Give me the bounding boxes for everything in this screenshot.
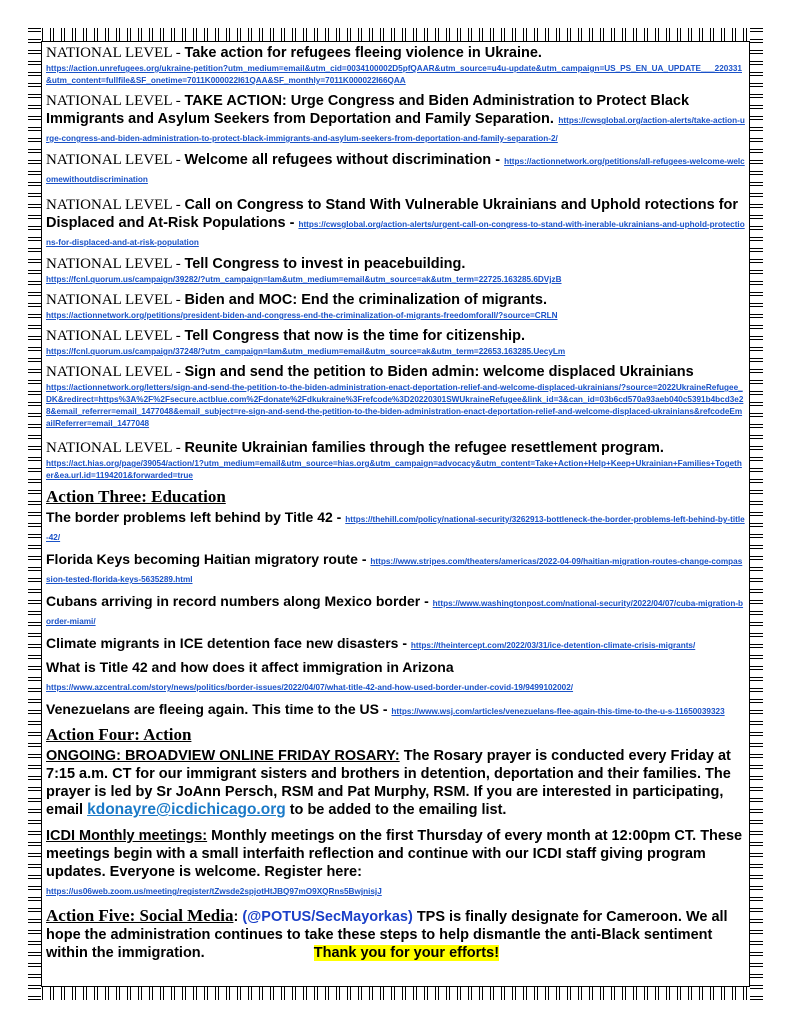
level-sep: - bbox=[171, 197, 185, 213]
education-item bbox=[46, 635, 746, 653]
action-title: Call on Congress to Stand With Vulnerable Ukrainians and Uphold rotections for Displaced and At-Risk Populations - bbox=[46, 197, 739, 231]
article-link[interactable]: https://www.wsj.com/articles/venezuelans-flee-again-this-time-to-the-u-s-11650039323 bbox=[391, 707, 725, 716]
action-title: Tell Congress that now is the time for citizenship. bbox=[184, 328, 525, 344]
level-sep: - bbox=[171, 364, 185, 380]
national-action-item bbox=[46, 44, 746, 86]
education-item bbox=[46, 551, 746, 587]
action-link[interactable]: https://actionnetwork.org/petitions/all-refugees-welcome-welcomewithoutdiscrimination bbox=[46, 157, 745, 184]
action-title: Take action for refugees fleeing violence in Ukraine. bbox=[184, 45, 542, 61]
rosary-tail: to be added to the emailing list. bbox=[285, 802, 507, 818]
action-link[interactable]: https://cwsglobal.org/action-alerts/urgent-call-on-congress-to-stand-with-inerable-ukrainians-and-uphold-protections-for-displaced-and-at-risk-population bbox=[46, 220, 745, 247]
page-border-bottom bbox=[28, 987, 763, 1000]
article-title: Venezuelans are fleeing again. This time to the US - bbox=[46, 701, 392, 717]
level-label: NATIONAL LEVEL bbox=[46, 45, 172, 61]
national-action-item bbox=[46, 439, 746, 481]
document-content bbox=[46, 44, 746, 962]
rosary-paragraph bbox=[46, 747, 746, 819]
social-heading: Action Five: Social Media bbox=[46, 906, 234, 925]
action-title: TAKE ACTION: Urge Congress and Biden Administration to Protect Black Immigrants and Asylum Seekers from Deportation and Family Separation. bbox=[46, 93, 690, 127]
action-link[interactable]: https://fcnl.quorum.us/campaign/39282/?utm_campaign=lam&utm_medium=email&utm_source=ak&utm_term=22725.163285.6DVjzB bbox=[46, 275, 562, 284]
level-label: NATIONAL LEVEL bbox=[46, 328, 172, 344]
article-link[interactable]: https://theintercept.com/2022/03/31/ice-detention-climate-crisis-migrants/ bbox=[410, 641, 696, 650]
level-sep: - bbox=[171, 328, 185, 344]
social-mention: (@POTUS/SecMayorkas) bbox=[242, 909, 413, 925]
rosary-text: The Rosary prayer is conducted every Friday at 7:15 a.m. CT for our immigrant sisters and brothers in detention, deportation and their families. The prayer is led by Sr JoAnn Persch, RSM and Pat Murphy, RSM. If you are interested in participating, email bbox=[46, 748, 731, 818]
level-label: NATIONAL LEVEL bbox=[46, 256, 172, 272]
action-link[interactable]: https://actionnetwork.org/petitions/president-biden-and-congress-end-the-criminalization-of-migrants-freedomforall/?source=CRLN bbox=[46, 311, 558, 320]
level-sep: - bbox=[171, 45, 185, 61]
article-link[interactable]: https://www.azcentral.com/story/news/politics/border-issues/2022/04/07/what-title-42-and-how-used-border-under-covid-19/9499102002/ bbox=[46, 683, 574, 692]
action-title: Sign and send the petition to Biden admin: welcome displaced Ukrainians bbox=[184, 364, 694, 380]
article-title: Cubans arriving in record numbers along Mexico border - bbox=[46, 593, 433, 609]
article-title: What is Title 42 and how does it affect immigration in Arizona bbox=[46, 659, 454, 675]
education-item bbox=[46, 659, 746, 695]
thanks-highlight: Thank you for your efforts! bbox=[313, 945, 500, 961]
level-label: NATIONAL LEVEL bbox=[46, 364, 172, 380]
level-label: NATIONAL LEVEL bbox=[46, 292, 172, 308]
level-sep: - bbox=[171, 440, 185, 456]
action-link[interactable]: https://actionnetwork.org/letters/sign-and-send-the-petition-to-the-biden-administration-enact-deportation-relief-and-welcome-displaced-ukrainians/?source=2022UkraineRefugee_DK&redirect=https%3A%2F%2Fsecure.actblue.com%2Fdonate%2Fdkukraine%3Frefcode%3D20220301SWUkraineRefugee&link_id=3&can_id=03b6cd570a93aeb040c5391b4bcd3e28&email_referrer=email_1477048&email_subject=re-sign-and-send-the-petition-to-the-biden-administration-enact-deportation-relief-and-welcome-displaced-ukrainians&refcodeEmailReferrer=email_1477048 bbox=[46, 383, 744, 428]
article-link[interactable]: https://www.washingtonpost.com/national-security/2022/04/07/cuba-migration-border-miami/ bbox=[46, 599, 744, 626]
article-title: Climate migrants in ICE detention face new disasters - bbox=[46, 635, 411, 651]
education-item bbox=[46, 509, 746, 545]
education-item bbox=[46, 593, 746, 629]
article-link[interactable]: https://thehill.com/policy/national-security/3262913-bottleneck-the-border-problems-left-behind-by-title-42/ bbox=[46, 515, 745, 542]
education-list bbox=[46, 509, 746, 719]
national-action-item bbox=[46, 291, 746, 321]
level-label: NATIONAL LEVEL bbox=[46, 93, 172, 109]
level-sep: - bbox=[171, 152, 185, 168]
action-title: Biden and MOC: End the criminalization of migrants. bbox=[184, 292, 547, 308]
page-border-right bbox=[750, 28, 763, 1000]
education-item bbox=[46, 701, 746, 719]
social-paragraph bbox=[46, 907, 746, 962]
national-action-item bbox=[46, 151, 746, 186]
icdi-text: Monthly meetings on the first Thursday of every month at 12:00pm CT. These meetings begin with a small interfaith reflection and continue with our ICDI staff giving program updates. Everyone is welcome. Register here: bbox=[46, 828, 743, 880]
rosary-email-link[interactable]: kdonayre@icdichicago.org bbox=[87, 801, 286, 818]
level-label: NATIONAL LEVEL bbox=[46, 152, 172, 168]
icdi-label: ICDI Monthly meetings: bbox=[46, 828, 208, 844]
action-link[interactable]: https://fcnl.quorum.us/campaign/37248/?utm_campaign=lam&utm_medium=email&utm_source=ak&utm_term=22653.163285.UecyLm bbox=[46, 347, 566, 356]
article-title: The border problems left behind by Title 42 - bbox=[46, 509, 346, 525]
level-label: NATIONAL LEVEL bbox=[46, 440, 172, 456]
action-title: Welcome all refugees without discrimination - bbox=[184, 152, 505, 168]
action-heading: Action Four: Action bbox=[46, 725, 192, 744]
education-heading: Action Three: Education bbox=[46, 487, 226, 506]
national-action-item bbox=[46, 327, 746, 357]
social-text: TPS is finally designate for Cameroon. We all hope the administration continues to take these steps to help dismantle the anti-Black sentiment within the immigration. bbox=[46, 909, 728, 961]
action-link[interactable]: https://act.hias.org/page/39054/action/1?utm_medium=email&utm_source=hias.org&utm_campaign=advocacy&utm_content=Take+Action+Help+Keep+Ukrainian+Families+Together&ea.url.id=1194201&forwarded=true bbox=[46, 459, 742, 480]
article-title: Florida Keys becoming Haitian migratory route - bbox=[46, 551, 371, 567]
icdi-paragraph bbox=[46, 827, 746, 899]
national-action-item bbox=[46, 363, 746, 429]
icdi-register-link[interactable]: https://us06web.zoom.us/meeting/register/tZwsde2spjotHtJBQ97mO9XQRns5BwjnisjJ bbox=[46, 887, 382, 896]
level-label: NATIONAL LEVEL bbox=[46, 197, 172, 213]
social-colon: : bbox=[233, 909, 243, 925]
action-link[interactable]: https://cwsglobal.org/action-alerts/take-action-urge-congress-and-biden-administration-to-protect-black-immigrants-and-asylum-seekers-from-deportation-and-family-separation-2/ bbox=[46, 116, 745, 143]
national-action-item bbox=[46, 255, 746, 285]
national-action-item bbox=[46, 92, 746, 145]
action-title: Tell Congress to invest in peacebuilding. bbox=[184, 256, 466, 272]
rosary-label: ONGOING: BROADVIEW ONLINE FRIDAY ROSARY: bbox=[46, 748, 400, 764]
page-border-top bbox=[28, 28, 763, 41]
national-actions-list bbox=[46, 44, 746, 481]
national-action-item bbox=[46, 196, 746, 249]
action-link[interactable]: https://action.unrefugees.org/ukraine-petition?utm_medium=email&utm_cid=0034100002D5pfQAAR&utm_source=u4u-update&utm_campaign=US_PS_EN_UA_UPDATE___220331&utm_content=fullfile&SF_onetime=7011K000022I61QAA&SF_monthly=7011K000022I66QAA bbox=[46, 64, 742, 85]
article-link[interactable]: https://www.stripes.com/theaters/americas/2022-04-09/haitian-migration-routes-change-compassion-tested-florida-keys-5635289.html bbox=[46, 557, 743, 584]
level-sep: - bbox=[171, 292, 185, 308]
action-title: Reunite Ukrainian families through the refugee resettlement program. bbox=[184, 440, 664, 456]
level-sep: - bbox=[171, 93, 185, 109]
page-border-left bbox=[28, 28, 41, 1000]
level-sep: - bbox=[171, 256, 185, 272]
